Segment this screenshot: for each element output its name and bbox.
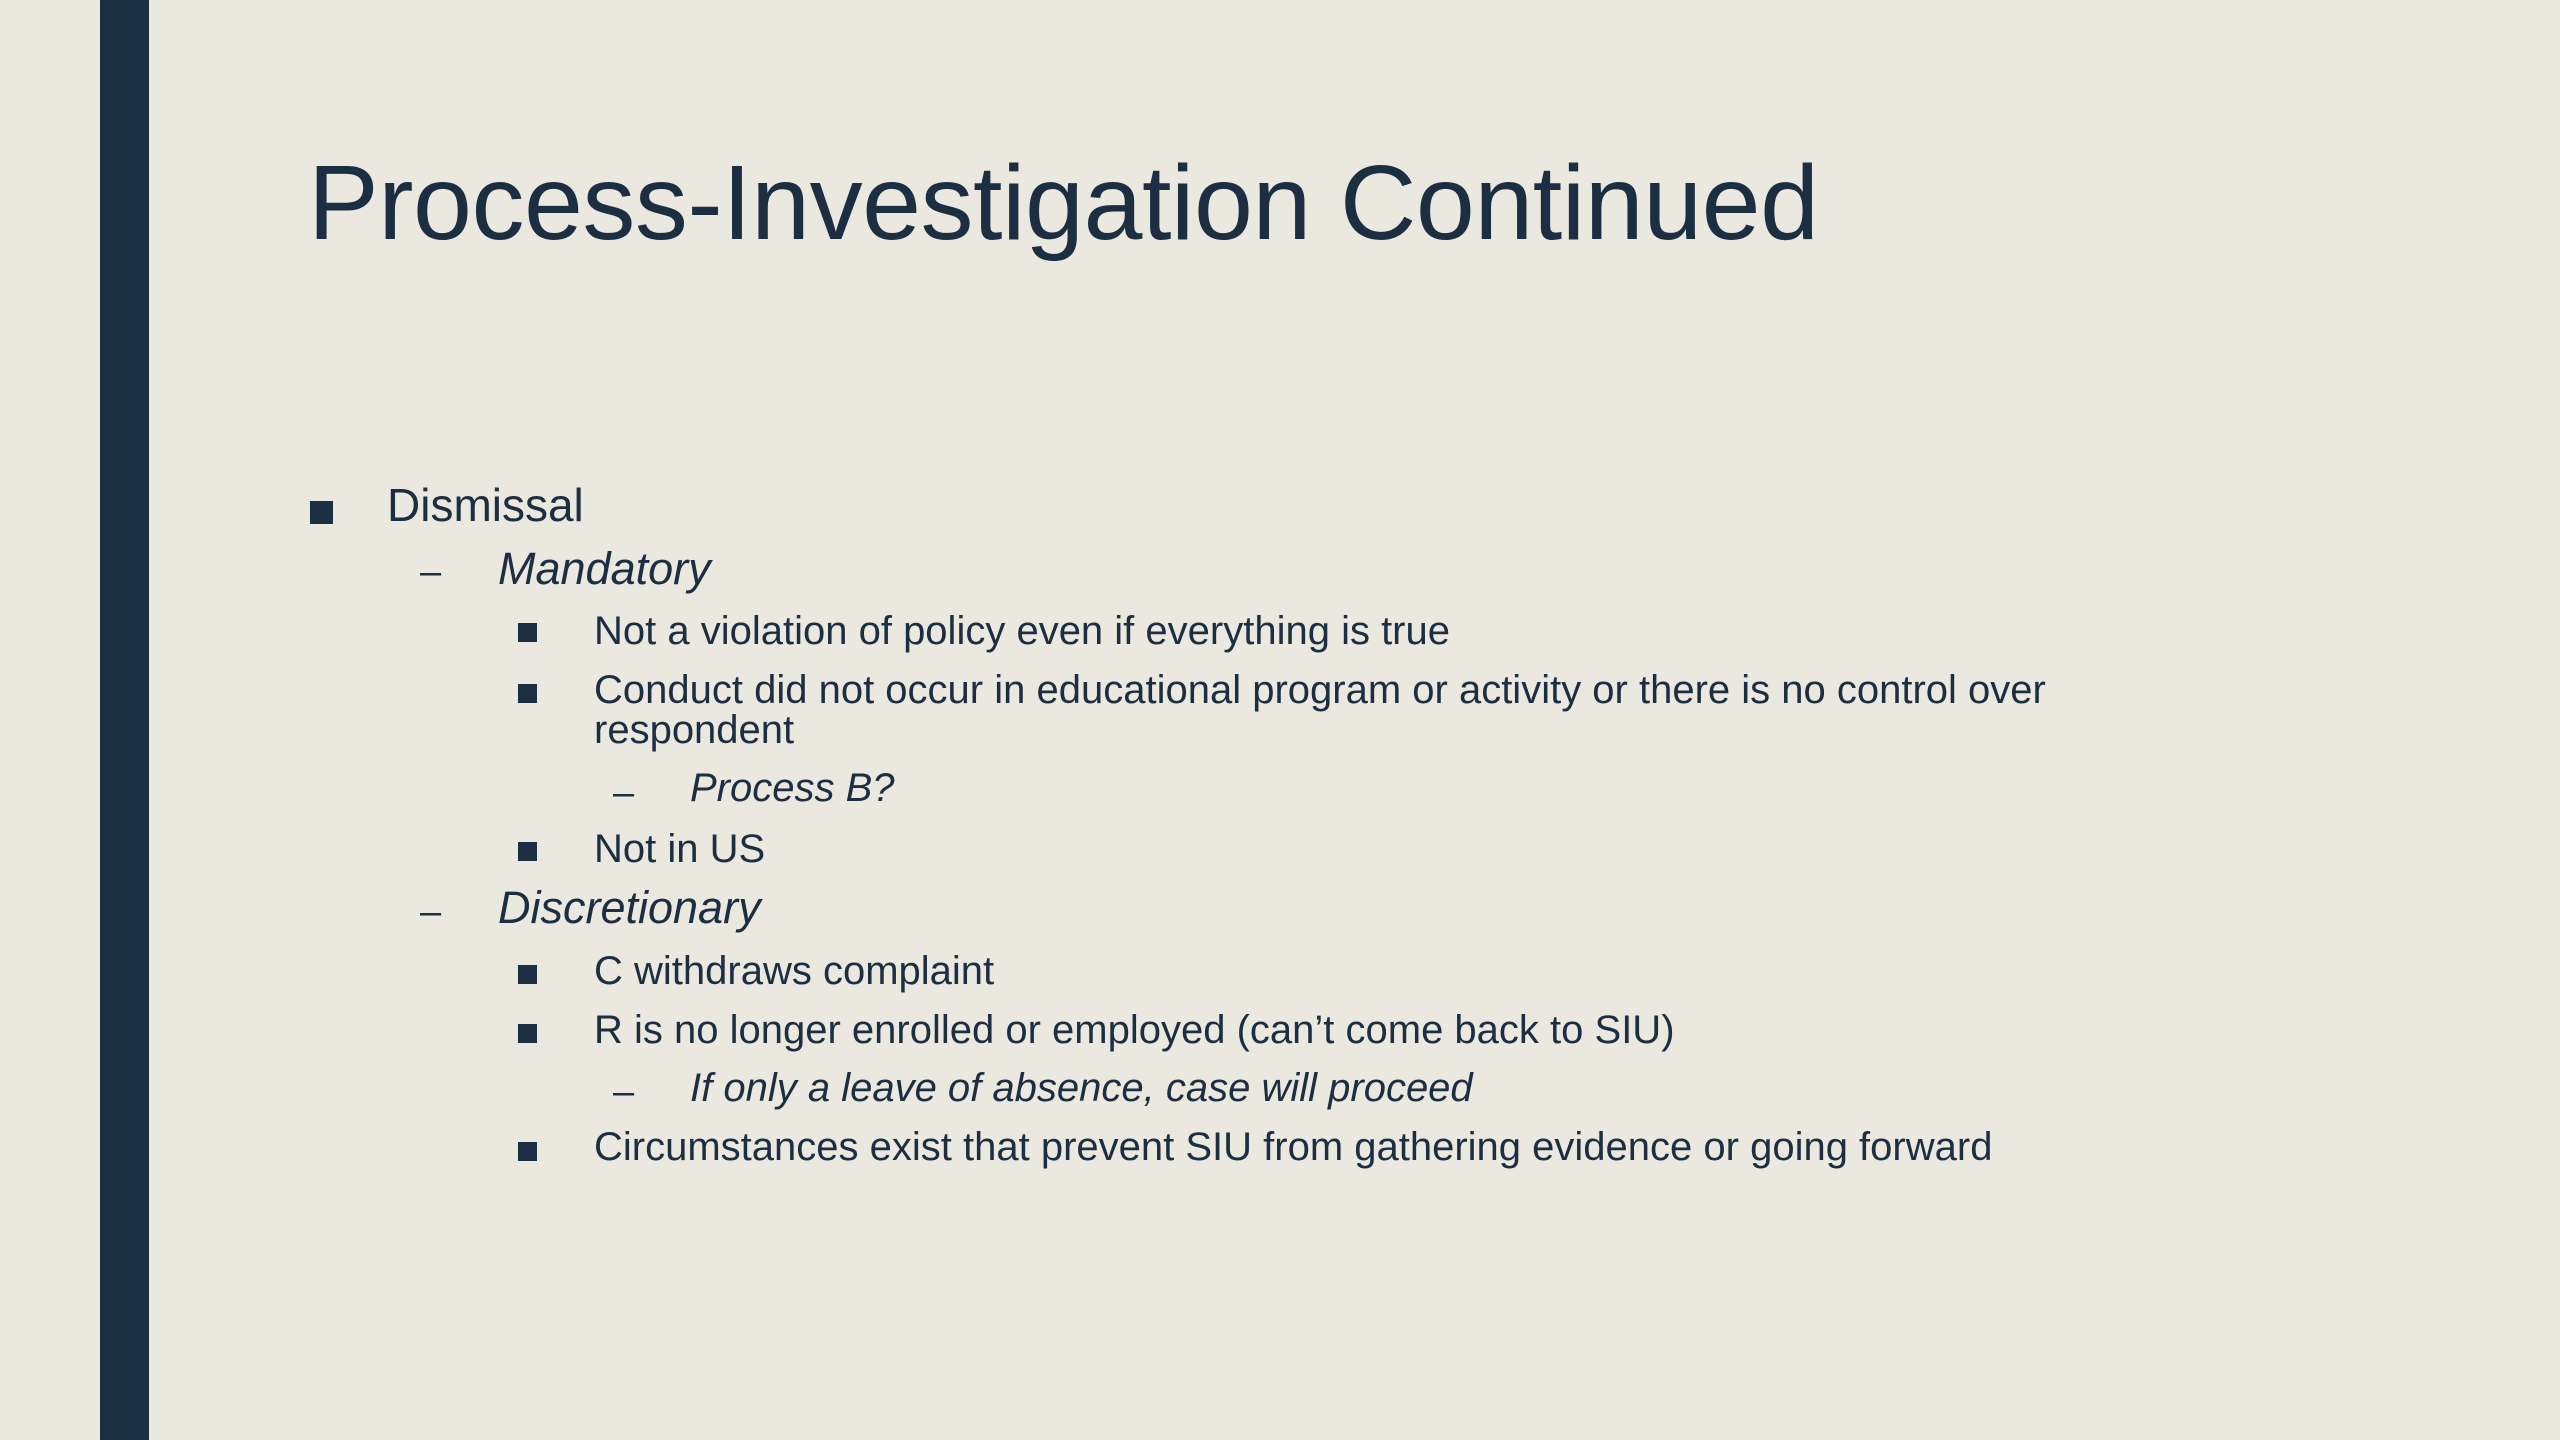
- square-bullet-icon: [518, 965, 537, 984]
- bullet-circumstances-exist: Circumstances exist that prevent SIU from gathering evidence or going forward: [594, 1125, 1993, 1169]
- bullet-conduct-did-not-occur: Conduct did not occur in educational program or activity or there is no control over: [594, 668, 2046, 712]
- square-bullet-icon: [518, 842, 537, 861]
- dash-bullet-icon: –: [613, 772, 635, 814]
- dash-bullet-icon: –: [420, 551, 442, 593]
- bullet-leave-of-absence: If only a leave of absence, case will proceed: [690, 1066, 1473, 1110]
- bullet-r-no-longer-enrolled: R is no longer enrolled or employed (can’t come back to SIU): [594, 1008, 1675, 1052]
- square-bullet-icon: [518, 1024, 537, 1043]
- bullet-discretionary: Discretionary: [498, 882, 761, 933]
- dash-bullet-icon: –: [613, 1071, 635, 1113]
- bullet-conduct-did-not-occur-continued: respondent: [594, 708, 795, 752]
- bullet-process-b: Process B?: [690, 766, 895, 810]
- bullet-not-in-us: Not in US: [594, 827, 766, 871]
- bullet-c-withdraws: C withdraws complaint: [594, 949, 995, 993]
- dash-bullet-icon: –: [420, 891, 442, 933]
- bullet-dismissal: Dismissal: [387, 479, 584, 531]
- square-bullet-icon: [518, 684, 537, 703]
- bullet-not-a-violation: Not a violation of policy even if everything is true: [594, 609, 1450, 653]
- slide-title: Process-Investigation Continued: [308, 144, 1819, 262]
- bullet-mandatory: Mandatory: [498, 543, 711, 594]
- square-bullet-icon: [518, 623, 537, 642]
- square-bullet-icon: [518, 1142, 537, 1161]
- square-bullet-icon: [310, 501, 333, 524]
